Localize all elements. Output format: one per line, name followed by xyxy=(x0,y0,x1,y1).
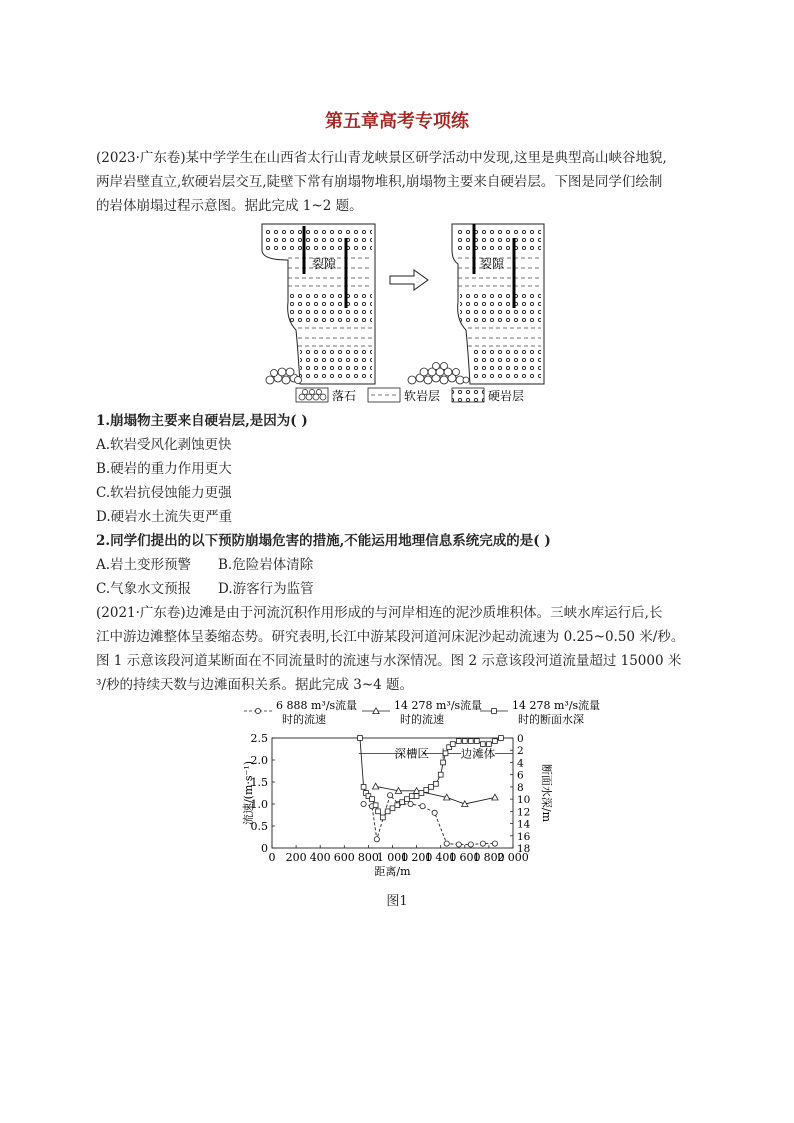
y-left-tick-label: 0 xyxy=(261,842,268,855)
series-2-point xyxy=(462,739,467,744)
diagram-before xyxy=(262,224,375,384)
q2-stem: 2.同学们提出的以下预防崩塌危害的措施,不能运用地理信息系统完成的是( ) xyxy=(96,533,551,549)
y-right-tick-label: 8 xyxy=(517,781,524,794)
series-2-point xyxy=(468,739,473,744)
series-2-point xyxy=(480,742,485,747)
x-tick-label: 600 xyxy=(333,851,355,864)
y-left-axis-label: 流速/(m·s⁻¹) xyxy=(242,760,255,826)
page-title: 第五章高考专项练 xyxy=(325,111,469,132)
q1-stem: 1.崩塌物主要来自硬岩层,是因为( ) xyxy=(96,413,308,429)
x-tick-label: 1 600 xyxy=(449,851,481,864)
series-2-point xyxy=(424,788,429,793)
intro2-line-4: ³/秒的持续天数与边滩面积关系。据此完成 3~4 题。 xyxy=(96,677,414,693)
intro2-line-3: 图 1 示意该段河道某断面在不同流量时的流速与水深情况。图 2 示意该段河道流量超过 15000 米 xyxy=(96,653,682,669)
intro2-line-2: 江中游边滩整体呈萎缩态势。研究表明,长江中游某段河道河床泥沙起动流速为 0.25~0.50 米/秒。 xyxy=(96,629,685,645)
series-2-point xyxy=(385,809,390,814)
diagram-after xyxy=(408,224,544,384)
series-2-point xyxy=(370,797,375,802)
series-2-point xyxy=(493,739,498,744)
crack-label-right: 裂隙 xyxy=(480,257,505,271)
x-tick-label: 200 xyxy=(285,851,307,864)
series-0-point xyxy=(456,842,461,847)
q2-option-c: C.气象水文预报 xyxy=(96,581,192,597)
series-2-point xyxy=(390,806,395,811)
fallen-rocks-left xyxy=(266,368,302,384)
x-tick-label: 1 200 xyxy=(400,851,433,864)
q1-option-a: A.软岩受风化剥蚀更快 xyxy=(96,437,232,453)
series-0-point xyxy=(468,842,473,847)
intro1-line-2: 两岸岩壁直立,软硬岩层交互,陡壁下常有崩塌物堆积,崩塌物主要来自硬岩层。下图是同学们绘制 xyxy=(96,174,663,190)
q2-option-d: D.游客行为监管 xyxy=(218,581,314,597)
intro2-line-1: (2021·广东卷)边滩是由于河流沉积作用形成的与河岸相连的泥沙质堆积体。三峡水库运行后,长 xyxy=(96,605,663,621)
series-2-point xyxy=(438,772,443,777)
q2-option-b: B.危险岩体清除 xyxy=(218,557,314,573)
series-line-1 xyxy=(376,786,495,804)
x-tick-label: 2 000 xyxy=(497,851,529,864)
diagram-legend xyxy=(296,388,524,403)
series-0-point xyxy=(492,841,497,846)
collapse-diagram xyxy=(0,220,794,410)
series-2-point xyxy=(487,742,492,747)
series-0-point xyxy=(444,841,449,846)
series-1-point xyxy=(492,794,498,800)
y-left-tick-label: 2.0 xyxy=(250,754,268,767)
series-2-point xyxy=(450,742,455,747)
legend-soft: 软岩层 xyxy=(404,389,441,403)
series-2-point xyxy=(405,797,410,802)
series-0-point xyxy=(387,793,392,798)
legend-label-2-line1: 14 278 m³/s流量 xyxy=(512,699,601,712)
x-tick-label: 800 xyxy=(357,851,379,864)
y-right-tick-label: 2 xyxy=(517,745,524,758)
series-2-point xyxy=(376,809,381,814)
x-tick-label: 0 xyxy=(268,851,276,864)
x-tick-label: 1 400 xyxy=(424,851,457,864)
y-right-tick-label: 16 xyxy=(517,830,531,843)
legend-marker-2 xyxy=(492,709,497,714)
x-tick-label: 1 000 xyxy=(376,851,409,864)
y-right-axis-label: 断面水深/m xyxy=(540,763,553,823)
q1-option-b: B.硬岩的重力作用更大 xyxy=(96,461,232,477)
legend-hard: 硬岩层 xyxy=(488,389,525,403)
x-tick-label: 1 800 xyxy=(473,851,505,864)
intro1-line-3: 的岩体崩塌过程示意图。据此完成 1~2 题。 xyxy=(96,198,363,214)
series-2-point xyxy=(358,736,363,741)
legend-label-2-line2: 时的断面水深 xyxy=(518,713,584,726)
y-right-tick-label: 10 xyxy=(517,794,531,807)
series-2-point xyxy=(409,794,414,799)
x-tick-label: 400 xyxy=(309,851,331,864)
y-right-tick-label: 12 xyxy=(517,806,531,819)
y-right-tick-label: 14 xyxy=(517,818,531,831)
series-2-point xyxy=(373,803,378,808)
y-right-tick-label: 0 xyxy=(517,733,524,745)
x-axis-label: 距离/m xyxy=(374,865,411,878)
series-2-point xyxy=(361,784,366,789)
y-right-tick-label: 4 xyxy=(517,757,524,770)
series-2-point xyxy=(429,784,434,789)
crack-label-left: 裂隙 xyxy=(312,257,337,271)
region-label-bar-body: 边滩体 xyxy=(460,746,496,761)
series-0-point xyxy=(480,841,485,846)
series-2-point xyxy=(419,791,424,796)
series-2-point xyxy=(380,815,385,820)
series-0-point xyxy=(374,837,379,842)
y-left-tick-label: 1.5 xyxy=(250,776,268,789)
series-1-point xyxy=(372,783,378,789)
legend-label-0-line1: 6 888 m³/s流量 xyxy=(276,699,358,712)
q1-option-d: D.硬岩水土流失更严重 xyxy=(96,509,233,525)
legend-label-0-line2: 时的流速 xyxy=(282,713,326,726)
series-2-point xyxy=(395,803,400,808)
series-2-point xyxy=(414,794,419,799)
series-2-point xyxy=(400,800,405,805)
series-0-point xyxy=(361,801,366,806)
series-0-point xyxy=(420,804,425,809)
series-2-point xyxy=(499,736,504,741)
q2-option-a: A.岩土变形预警 xyxy=(96,557,192,573)
series-0-point xyxy=(408,801,413,806)
series-2-point xyxy=(443,751,448,756)
q1-option-c: C.软岩抗侵蚀能力更强 xyxy=(96,485,232,501)
y-left-tick-label: 1.0 xyxy=(250,798,268,811)
region-label-deep-trough: 深槽区 xyxy=(394,746,430,761)
series-2-point xyxy=(456,739,461,744)
process-arrow-icon xyxy=(390,270,428,290)
y-left-tick-label: 0.5 xyxy=(250,820,268,833)
series-2-point xyxy=(441,760,446,765)
y-left-tick-label: 2.5 xyxy=(250,732,268,745)
y-right-tick-label: 18 xyxy=(517,843,531,855)
intro1-line-1: (2023·广东卷)某中学学生在山西省太行山青龙峡景区研学活动中发现,这里是典型高山峡谷地貌, xyxy=(96,150,667,166)
series-2-point xyxy=(474,739,479,744)
series-0-point xyxy=(432,810,437,815)
flow-chart xyxy=(0,697,794,887)
legend-label-1-line2: 时的流速 xyxy=(400,713,444,726)
legend-label-1-line1: 14 278 m³/s流量 xyxy=(394,699,483,712)
series-2-point xyxy=(433,781,438,786)
y-right-tick-label: 6 xyxy=(517,769,524,782)
fallen-rocks-right xyxy=(408,363,469,385)
figure-caption: 图1 xyxy=(386,894,408,909)
legend-rock: 落石 xyxy=(332,389,357,403)
legend-marker-0 xyxy=(255,708,260,713)
